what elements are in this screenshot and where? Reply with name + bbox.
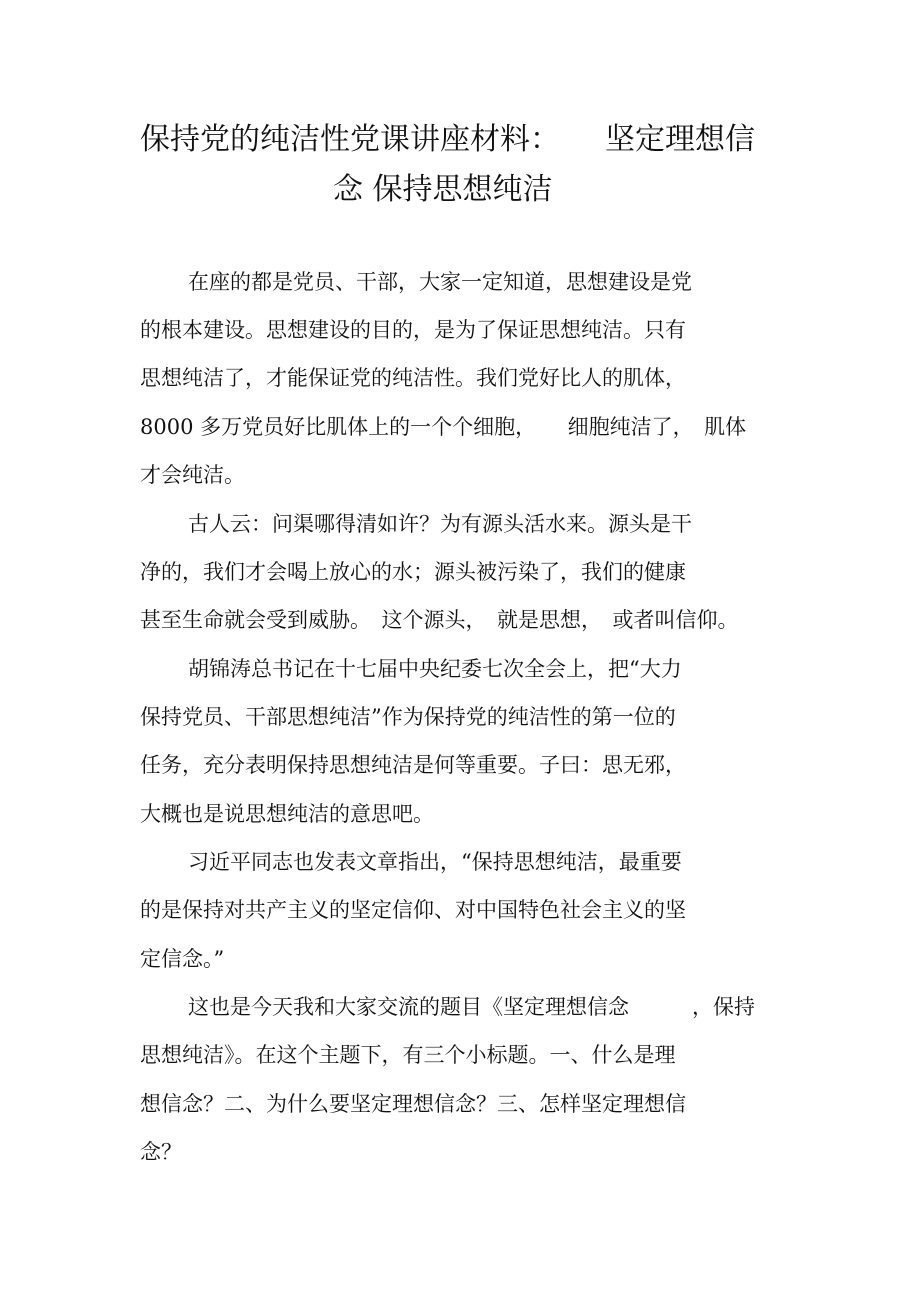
paragraph-2-line-3: 甚至生命就会受到威胁。 这个源头， 就是思想， 或者叫信仰。	[140, 608, 739, 632]
paragraph-4-line-3: 定信念。”	[140, 947, 225, 971]
paragraph-1-line-2: 的根本建设。思想建设的目的，是为了保证思想纯洁。只有	[140, 318, 686, 342]
paragraph-1-line-3: 思想纯洁了，才能保证党的纯洁性。我们党好比人的肌体，	[140, 366, 686, 390]
paragraph-5-line-1: 这也是今天我和大家交流的题目《坚定理想信念 ，保持	[188, 995, 755, 1019]
paragraph-1-line-5: 才会纯洁。	[140, 463, 245, 487]
document-title-line-1: 保持党的纯洁性党课讲座材料： 坚定理想信	[140, 122, 755, 157]
paragraph-1-line-4: 8000 多万党员好比肌体上的一个个细胞， 细胞纯洁了， 肌体	[140, 415, 747, 439]
paragraph-5-line-3: 想信念？二、为什么要坚定理想信念？三、怎样坚定理想信	[140, 1092, 686, 1116]
paragraph-2-line-2: 净的，我们才会喝上放心的水；源头被污染了，我们的健康	[140, 560, 686, 584]
paragraph-1-line-1: 在座的都是党员、干部，大家一定知道，思想建设是党	[188, 270, 692, 294]
paragraph-3-line-1: 胡锦涛总书记在十七届中央纪委七次全会上，把“大力	[188, 657, 682, 681]
paragraph-5-line-4: 念？	[140, 1140, 182, 1164]
paragraph-4-line-1: 习近平同志也发表文章指出，“保持思想纯洁，最重要	[188, 850, 682, 874]
document-title-line-2: 念 保持思想纯洁	[333, 172, 553, 207]
paragraph-3-line-4: 大概也是说思想纯洁的意思吧。	[140, 802, 434, 826]
paragraph-2-line-1: 古人云：问渠哪得清如许？为有源头活水来。源头是干	[188, 512, 692, 536]
paragraph-3-line-3: 任务，充分表明保持思想纯洁是何等重要。子曰：思无邪，	[140, 753, 686, 777]
paragraph-3-line-2: 保持党员、干部思想纯洁”作为保持党的纯洁性的第一位的	[140, 705, 676, 729]
paragraph-5-line-2: 思想纯洁》。在这个主题下，有三个小标题。一、什么是理	[140, 1043, 676, 1067]
paragraph-4-line-2: 的是保持对共产主义的坚定信仰、对中国特色社会主义的坚	[140, 898, 686, 922]
